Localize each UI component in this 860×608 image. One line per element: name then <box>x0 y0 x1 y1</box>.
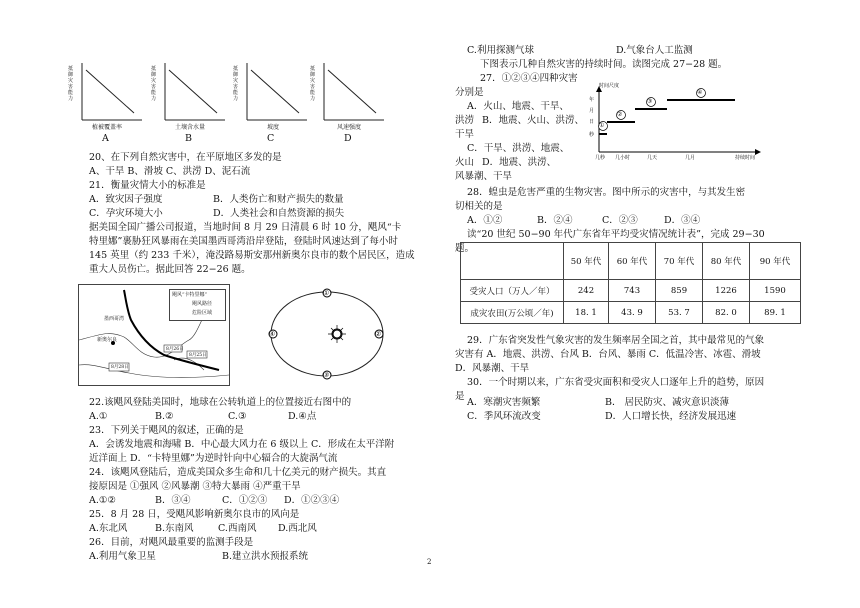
graph-a <box>82 63 142 120</box>
intro-27-28: 下图表示几种自然灾害的持续时间。读图完成 27−28 题。 <box>480 59 728 70</box>
dur-ylabel: 时间尺度 <box>599 83 620 89</box>
table-row <box>461 280 801 302</box>
table-cell: 82. 0 <box>703 302 750 324</box>
table-header-cell: 60 年代 <box>609 243 656 280</box>
q27-c-1: C．干旱、洪涝、地震、 <box>467 143 570 154</box>
q20-text: 20、在下列自然灾害中，在平原地区多发的是 <box>89 152 282 163</box>
q30-line-2: 是 <box>455 391 465 402</box>
graph-d-ylabel: 抵御灾害能力 <box>310 66 316 102</box>
q29-line-2: 灾害有 A．地震、洪涝、台风 B．台风、暴雨 C．低温冷害、冰雹、滑坡 <box>455 349 761 360</box>
table-cell: 242 <box>564 280 609 302</box>
orbit-label-1: ① <box>323 289 330 297</box>
passage-line-2: 特里娜”裹胁狂风暴雨在美国墨西哥湾沿岸登陆，登陆时风速达到了每小时 <box>89 236 398 247</box>
q21-option-c: C．孕灾环境大小 <box>89 208 163 219</box>
q28-option-c: C．②③ <box>602 215 638 226</box>
q27-b-1: B．地震、火山、洪涝、 <box>482 115 584 126</box>
q28-option-d: D．③④ <box>664 215 701 226</box>
q27-line-1: 27．①②③④四种灾害 <box>480 73 578 84</box>
table-cell: 成灾农田(万公顷／年) <box>461 302 564 324</box>
dur-y3: 日 <box>589 119 595 125</box>
table-header-row <box>461 243 801 280</box>
graph-c <box>247 63 307 120</box>
q24-line-1: 24．该飓风登陆后，造成美国众多生命和几十亿美元的财产损失。其直 <box>89 467 387 478</box>
hurricane-map <box>78 284 230 386</box>
table-cell: 53. 7 <box>656 302 703 324</box>
dur-x2: 几小时 <box>615 155 631 161</box>
q28-line-2: 切相关的是 <box>455 201 503 212</box>
q28-option-b: B．②④ <box>537 215 573 226</box>
table-header-cell: 80 年代 <box>703 243 750 280</box>
map-label-0826: 8月26日 <box>166 347 184 352</box>
q24-option-d: D．①②③④ <box>284 495 340 506</box>
map-legend-path: 飓风路径 <box>192 301 213 307</box>
q21-option-a: A．致灾因子强度 <box>89 194 163 205</box>
q21-option-b: B．人类伤亡和财产损失的数量 <box>213 194 344 205</box>
q27-b-2: 干旱 <box>455 129 475 140</box>
q25-option-b: B.东南风 <box>155 523 194 534</box>
q30-option-b: B． 居民防灾、减灾意识淡薄 <box>605 397 730 408</box>
q27-a-1: A．火山、地震、干旱、 <box>467 101 569 112</box>
q23-text: 23．下列关于飓风的叙述，正确的是 <box>89 425 244 436</box>
intro-29-30-line-1: 读“20 世纪 50−90 年代广东省年平均受灾情况统计表”，完成 29−30 <box>467 229 765 240</box>
q22-option-d: D.④点 <box>288 411 317 422</box>
dur-y4: 秒 <box>589 132 595 138</box>
passage-line-3: 145 英里（约 233 千米），淹没路易斯安那州新奥尔良市的数个居民区，造成 <box>89 250 415 261</box>
sun-icon <box>328 325 346 343</box>
table-cell: 859 <box>656 280 703 302</box>
q22-option-a: A.① <box>89 411 108 422</box>
q25-option-d: D.西北风 <box>278 523 317 534</box>
graph-b-ylabel: 抵御灾害能力 <box>151 66 157 102</box>
table-cell: 18. 1 <box>564 302 609 324</box>
map-legend-title: 飓风“卡特里娜” <box>172 292 208 298</box>
q22-option-c: C.③ <box>228 411 247 422</box>
graph-c-ylabel: 抵御灾害能力 <box>233 66 239 102</box>
orbit-label-2: ② <box>375 330 382 338</box>
orbit-label-3: ③ <box>323 371 330 379</box>
graph-c-xlabel: 坡度 <box>267 124 280 131</box>
graph-b-xlabel: 土壤含水量 <box>175 124 206 131</box>
q23-line-2: 近洋面上 D．“卡特里娜”为逆时针向中心辐合的大旋涡气流 <box>89 453 338 464</box>
dur-xlabel: 持续时间 <box>735 155 756 161</box>
q20-options: A、干旱 B、滑坡 C、洪涝 D、泥石流 <box>89 166 251 177</box>
q26-option-c: C.利用探测气球 <box>467 45 534 56</box>
orbit-diagram <box>265 284 390 384</box>
disaster-table <box>460 242 801 324</box>
graph-d-xlabel: 风速强度 <box>337 124 362 131</box>
graph-b-option: B <box>185 133 192 144</box>
dur-x4: 几月 <box>685 155 696 161</box>
map-label-0828: 8月28日 <box>111 365 129 370</box>
table-cell: 89. 1 <box>750 302 801 324</box>
q21-option-d: D．人类社会和自然资源的损失 <box>213 208 345 219</box>
q29-line-1: 29．广东省突发性气象灾害的发生频率居全国之首，其中最常见的气象 <box>467 335 765 346</box>
graph-b <box>165 63 225 120</box>
table-cell: 1590 <box>750 280 801 302</box>
q24-option-a: A.①② <box>89 495 116 506</box>
duration-chart <box>585 82 765 172</box>
graph-a-option: A <box>102 133 109 144</box>
dur-x1: 几秒 <box>595 155 606 161</box>
passage-line-4: 重大人员伤亡。据此回答 22−26 题。 <box>89 264 251 275</box>
graph-d <box>324 63 384 120</box>
q25-option-c: C.西南风 <box>218 523 257 534</box>
map-place-neworleans: 新奥尔良 <box>97 337 118 343</box>
passage-line-1: 据美国全国广播公司报道，当地时间 8 月 29 日清晨 6 时 10 分，飓风“卡 <box>89 222 402 233</box>
graph-c-option: C <box>267 133 275 144</box>
q30-option-a: A．寒潮灾害频繁 <box>467 397 541 408</box>
q25-text: 25．8 月 28 日，受飓风影响新奥尔良市的风向是 <box>89 509 300 520</box>
table-row <box>461 302 801 324</box>
q27-d-2: 风暴潮、干旱 <box>455 171 513 182</box>
table-cell: 43. 9 <box>609 302 656 324</box>
dur-mark-1: ① <box>599 122 605 129</box>
map-legend <box>169 289 226 321</box>
q22-option-b: B.② <box>155 411 174 422</box>
q25-option-a: A.东北风 <box>89 523 128 534</box>
q26-text: 26．目前，对飓风最重要的监测手段是 <box>89 537 254 548</box>
q30-option-d: D．人口增长快，经济发展迅速 <box>605 411 737 422</box>
disaster-stats-table <box>460 242 801 324</box>
q24-option-c: C．①②③ <box>222 495 268 506</box>
dur-mark-3: ③ <box>647 98 653 105</box>
dur-y2: 月 <box>589 108 595 114</box>
q24-option-b: B．③④ <box>155 495 191 506</box>
q28-line-1: 28．蝗虫是危害严重的生物灾害。图中所示的灾害中，与其发生密 <box>467 187 746 198</box>
dur-mark-4: ④ <box>697 89 703 96</box>
table-cell: 1226 <box>703 280 750 302</box>
graph-a-ylabel: 抵御灾害能力 <box>68 66 74 102</box>
q27-c-2: 火山 <box>455 157 475 168</box>
q26-option-d: D.气象台人工监测 <box>616 45 693 56</box>
q22-text: 22.该飓风登陆美国时，地球在公转轨道上的位置接近右图中的 <box>89 397 352 408</box>
q30-line-1: 30．一个时期以来，广东省受灾面积和受灾人口逐年上升的趋势，原因 <box>467 377 765 388</box>
graph-a-xlabel: 植被覆盖率 <box>92 124 123 131</box>
q27-a-2: 洪涝 <box>455 115 475 126</box>
q21-text: 21．衡量灾情大小的标准是 <box>89 180 206 191</box>
graph-d-option: D <box>344 133 352 144</box>
dur-mark-2: ② <box>617 111 623 118</box>
table-cell: 743 <box>609 280 656 302</box>
q27-d-1: D．地震、洪涝、 <box>482 157 557 168</box>
table-header-cell <box>461 243 564 280</box>
table-header-cell: 90 年代 <box>750 243 801 280</box>
q28-option-a: A．①② <box>467 215 503 226</box>
dur-x3: 几天 <box>647 155 658 161</box>
table-cell: 受灾人口（万人／年） <box>461 280 564 302</box>
q26-option-b: B.建立洪水预报系统 <box>222 551 309 562</box>
left-graphs <box>62 58 392 148</box>
q26-option-a: A.利用气象卫星 <box>89 551 156 562</box>
map-legend-area: 危险区域 <box>192 310 213 316</box>
orbit-label-4: ④ <box>269 330 276 338</box>
q27-line-2: 分别是 <box>455 87 484 98</box>
map-place-gulf: 墨西哥湾 <box>104 316 125 322</box>
q29-line-3: D．风暴潮、干旱 <box>455 363 530 374</box>
q30-option-c: C．季风环流改变 <box>467 411 541 422</box>
table-header-cell: 70 年代 <box>656 243 703 280</box>
q24-line-2: 接原因是 ①强风 ②风暴潮 ③特大暴雨 ④严重干旱 <box>89 481 301 492</box>
map-label-0825: 8月25日 <box>189 353 207 358</box>
dur-y1: 年 <box>589 97 595 103</box>
graphs-svg <box>62 58 392 148</box>
q23-line-1: A．会诱发地震和海啸 B．中心最大风力在 6 级以上 C．形成在太平洋附 <box>89 439 395 450</box>
intro-29-30-line-2: 题。 <box>455 243 475 254</box>
table-header-cell: 50 年代 <box>564 243 609 280</box>
page-number: 2 <box>427 558 432 566</box>
